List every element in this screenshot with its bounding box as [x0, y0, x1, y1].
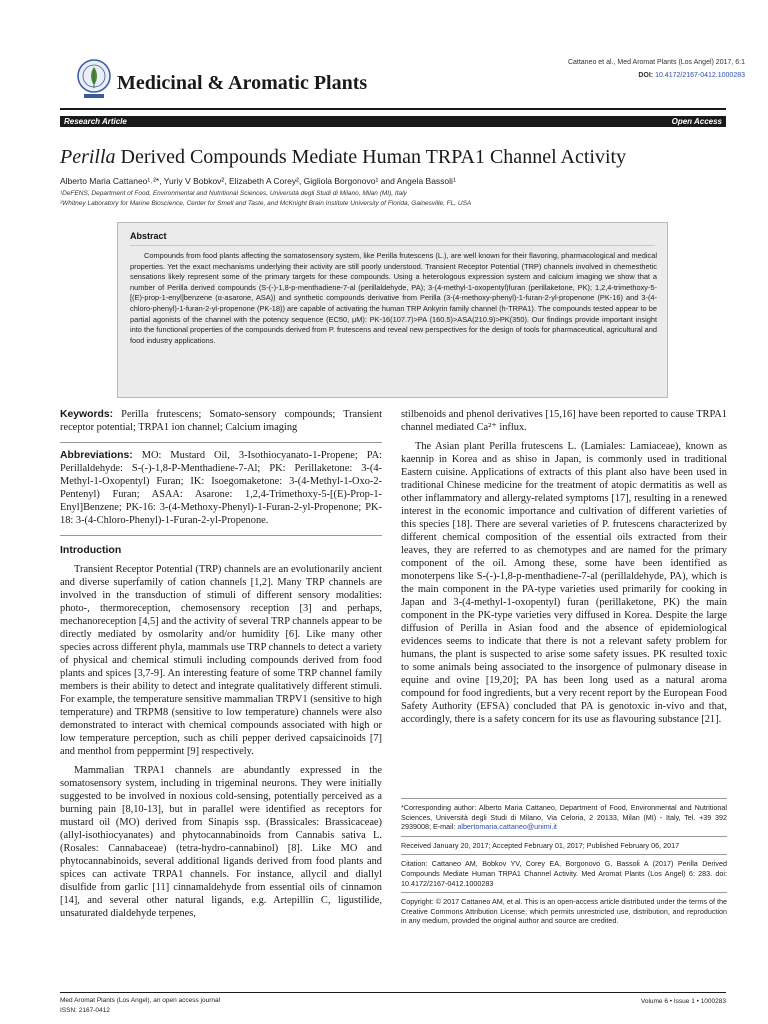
- open-access-label: Open Access: [671, 117, 722, 126]
- left-column: [60, 408, 382, 926]
- introduction-heading: Introduction: [60, 544, 122, 556]
- corresponding-email-link[interactable]: albertomaria.cattaneo@unimi.it: [457, 822, 557, 832]
- title-divider: [60, 108, 726, 110]
- abstract-box: [117, 222, 668, 398]
- right-paragraph-2: The Asian plant Perilla frutescens L. (Lamiales: Lamiaceae), known as kaennip in Korea and as shiso in Japan, is commonly used in traditional Eastern cuisine. Applications of extracts of this plant also have been used in traditional Chinese medicine for the treatment of atopic dermatitis as well as other inflammatory and allergy-related symptoms [17], resulting in a renewed interest in the economic importance and cultivation of different varieties of this species [18]. There are several varieties of P. frutescens characterized by different chemical composition of the essential oils extracted from their leaves, they are referred to as chemotypes and are named for the primary component of the oil. Among these, some have been identified as monoterpens like S-(-)-1,8-p-menthadiene-7-al (perillaldehyde, PA), which is the main component in the PA-type varieties used primarily for cooking in Japan and 3-(4-methyl-1-oxopentyl) furan (perillaketone, PK) the main component in the PK-type varieties very diffused in Korea. Despite the large diffusion of Perilla in Asian food and the absence of epidemiological evidences seems to indicate that there is not a relevant safety problem for humans, the plant is suspected to arise some safety issues. PK resulted toxic to some animals being associated to the insorgence of pulmonary disease in equine and ovine [19,20]; PA has been long used as a natural aroma compound for food ingredients, but a very recent report by the European Food Safety Authority (EFSA) concluded that PA is genotoxic in-vivo and that, accordingly, there is a safety concern for its use as flavouring substance [21].: [401, 441, 727, 725]
- footnote-divider-3: [401, 854, 727, 855]
- abstract-heading: Abstract: [130, 231, 167, 241]
- header-doi: [480, 69, 745, 82]
- keywords-label: Keywords:: [60, 409, 114, 420]
- citation-note: Citation: Cattaneo AM, Bobkov YV, Corey EA, Borgonovo G, Bassoli A (2017) Perilla Derived Compounds Mediate Human TRPA1 Channel Activity. Med Aromat Plants (Los Angel) 6: 283. doi: 10.4172/2167-0412.1000283: [401, 859, 727, 888]
- footer-issn: ISSN: 2167-0412: [60, 1007, 110, 1014]
- corresponding-author-text: *Corresponding author: Alberto Maria Cattaneo, Department of Food, Environmental and Nutritional Sciences, Università degli Studi di Milano, Via Celoria, 2 20133, Milan (MI) - Italy, Tel. +39 392 2939008; E-mail:: [401, 803, 727, 832]
- right-column: [401, 408, 727, 732]
- abbreviations-text: MO: Mustard Oil, 3-Isothiocyanato-1-Propene; PA: Perillaldehyde: S-(-)-1,8-P-Menthadiene-7-Al; PK: Perillaketone: 3-(4-Methyl-1-Oxopentyl) Furan; IK: Isoegomaketone: 3-(4-Methyl-1-Oxo-2-Pentenyl) Furan; ASAA: Asarone: 1,2,4-Trimethoxy-5-[(E)-Prop-1-Enyl]Benzene; PK-16: 3-(4-Methoxy-Phenyl)-1-Furan-2-yl-Propenone; PK-18: 3-(4-Chloro-Phenyl)-1-Furan-2-yl-Propenone.: [60, 450, 382, 526]
- abbreviations-separator: [60, 535, 382, 536]
- keywords-text: Perilla frutescens; Somato-sensory compounds; Transient receptor potential; TRPA1 ion channel; Calcium imaging: [60, 409, 382, 433]
- abbreviations-label: Abbreviations:: [60, 450, 133, 461]
- footer-journal-line: Med Aromat Plants (Los Angel), an open access journal: [60, 997, 221, 1004]
- author-list: Alberto Maria Cattaneo¹˒²*, Yuriy V Bobkov², Elizabeth A Corey², Gigliola Borgonovo¹ and Angela Bassoli¹: [60, 176, 456, 186]
- footer-divider: [60, 992, 726, 993]
- doi-link[interactable]: 10.4172/2167-0412.1000283: [655, 72, 745, 79]
- article-type-bar: [60, 116, 726, 127]
- keywords-separator: [60, 442, 382, 443]
- paper-title: [60, 146, 740, 169]
- affiliation-1: ¹DeFENS, Department of Food, Environmental and Nutritional Sciences, Università degli Studi di Milano, Milan (MI), Italy: [60, 190, 407, 197]
- header-citation: Cattaneo et al., Med Aromat Plants (Los Angel) 2017, 6:1: [567, 59, 745, 66]
- footer-journal-info: [60, 996, 220, 1016]
- journal-logo-icon: [76, 58, 112, 102]
- footnotes: [401, 794, 727, 928]
- paper-title-italic: Perilla: [60, 146, 116, 168]
- abstract-divider: [130, 245, 655, 246]
- keywords-paragraph: [60, 408, 382, 434]
- paper-title-rest: Derived Compounds Mediate Human TRPA1 Channel Activity: [115, 146, 627, 168]
- article-type-label: Research Article: [64, 117, 127, 126]
- affiliation-2: ²Whitney Laboratory for Marine Bioscience, Center for Smell and Taste, and McKnight Brain Institute University of Florida, Gainesville, FL, USA: [60, 200, 472, 207]
- abstract-body: Compounds from food plants affecting the somatosensory system, like Perilla frutescens (L.), are well known for their flavoring, pharmacological and medical properties. Yet the exact mechanisms underlying their activity are still poorly understood. Transient Receptor Potential (TRP) channels involved in chemesthetic sensations likely represent some of the primary targets for these compounds. Using a heterologous expression system and calcium imaging we show that a number of Perilla derived compounds (S-(-)-1,8-p-menthadiene-7-al (perillaldehyde, PA); 3-(4-methyl-1-oxopentyl)furan (perillaketone, PK); 1,2,4-trimethoxy-5-[(E)-prop-1-enyl]benzene (α-asarone, ASA)) and synthetic compounds derivative from Perilla (3-(4-methoxy-phenyl)-1-furan-2-yl-propenone (PK-16) and 3-(4-chloro-phenyl)-1-furan-2-yl-propenone (PK-18)) are capable of activating the human TRP Ankyrin family channel (h-TRPA1). The compounds tested appear to be partial agonists of the channel with the potency sequence (EC50, μM): PK-16(107.7)>PA (160.5)>ASA(210.9)>PK(350). Our findings provide important insight into the functional properties of the compounds derived from P. frutescens and reveal new perspectives for the design of tools for pharmaceutical, agricultural and food industry applications.: [130, 251, 657, 345]
- doi-label: DOI:: [638, 72, 654, 79]
- introduction-paragraph-1: Transient Receptor Potential (TRP) channels are an evolutionarily ancient and diverse superfamily of cation channels [1,2]. Many TRP channels are involved in the transduction of stimuli of different sensory modalities: photo-, thermoreception, chemosensory reception [3] and perhaps, mechanoreception [4,5] and the activity of several TRP channels appear to be directly mediated by osmolarity and/or humidity [6]. Like many other species across different phyla, mammals use TRP channels to detect a variety of physical and chemical stimuli including compounds derived from food plants and spices [3,7-9]. An interesting feature of some TRP channel family members is their ability to detect and integrate qualitatively different stimuli. For example, the temperature sensitive mammalian TRPV1 (sensitive to high temperature) and TRPM8 (sensitive to low temperature) channels were also demonstrated to interact with chemical compounds associated with high or low temperature perception, such as chili pepper derived capsaicinoids [7] and menthol from peppermint [9] respectively.: [60, 564, 382, 757]
- received-dates: Received January 20, 2017; Accepted February 01, 2017; Published February 06, 2017: [401, 840, 680, 850]
- right-paragraph-1: stilbenoids and phenol derivatives [15,16] have been reported to cause TRPA1 channel mediated Ca²⁺ influx.: [401, 409, 727, 433]
- footnote-divider-2: [401, 836, 727, 837]
- copyright-note: Copyright: © 2017 Cattaneo AM, et al. This is an open-access article distributed under the terms of the Creative Commons Attribution License, which permits unrestricted use, distribution, and reproduction in any medium, provided the original author and source are credited.: [401, 897, 727, 926]
- footnote-divider: [401, 798, 727, 799]
- corresponding-author: [401, 803, 727, 832]
- journal-title: Medicinal & Aromatic Plants: [117, 72, 368, 94]
- abbreviations-paragraph: [60, 449, 382, 527]
- footnote-divider-4: [401, 892, 727, 893]
- introduction-paragraph-2: Mammalian TRPA1 channels are abundantly expressed in the somatosensory system, including in trigeminal neurons. They were initially suggested to be involved in noxious cold-sensing, potentially perceived as a burning pain [8,10-13], but in parallel were identified as receptors for mustard oil (MO) derived from Sinapis ssp. (Brassicales: Brassicaceae) (allyl-isothiocyanates) and phytocannabinoids from Cannabis sativa L. (Rosales: Cannabaceae) (tetra-hydro-cannabinol) [8]. Like MO and phytocannabinoids, several additional ligands derived from food plants and spices can activate TRPA1 channels. For instance, allycil and diallyl disulfide from garlic [11] cinnamaldehyde from essential oils of cinnamon [14], and several other natural ligands, e.g. Artepillin C, ligustilide, unsaturated dialdehyde terpenes,: [60, 765, 382, 919]
- footer-volume: Volume 6 • Issue 1 • 1000283: [640, 998, 726, 1005]
- header-citation-block: [480, 56, 745, 82]
